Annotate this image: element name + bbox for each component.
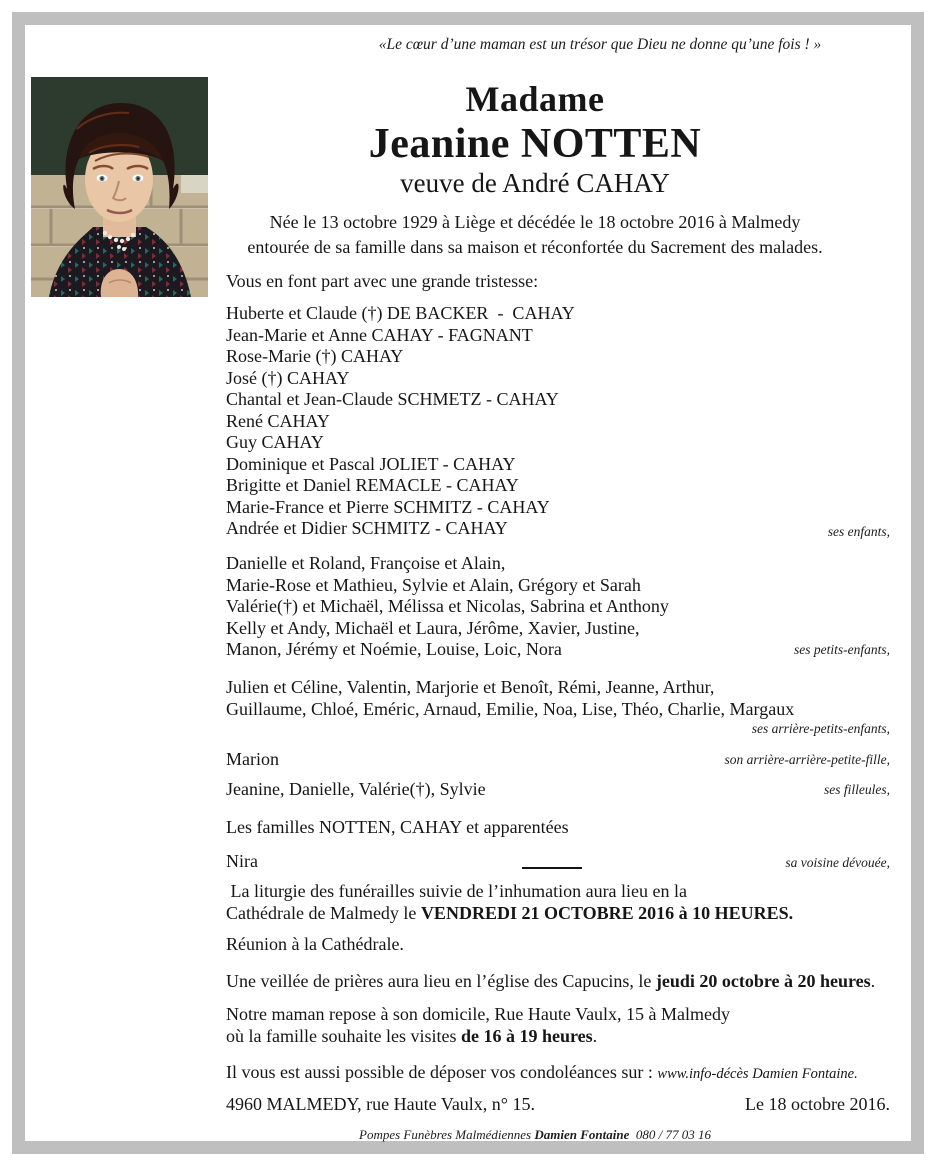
vigil-date-bold: jeudi 20 octobre à 20 heures [655,971,871,991]
address-date-row [226,1094,890,1116]
grandchild-line: Manon, Jérémy et Noémie, Louise, Loic, Nora [226,639,562,659]
goddaughters-row: Jeanine, Danielle, Valérie(†), Sylvie [226,779,486,799]
great-great-granddaughter-relation-label: son arrière-arrière-petite-fille, [724,752,890,767]
grandchildren-list [226,553,890,661]
child-line: Guy CAHAY [226,432,324,452]
great-great-granddaughter-row: Marion [226,749,279,769]
great-grandchildren-relation-label: ses arrière-petits-enfants, [751,721,890,736]
great-grandchildren-list [226,677,890,720]
neighbor-row: Nira [226,851,258,871]
visit-hours-bold: de 16 à 19 heures [460,1025,593,1046]
repose-line2: où la famille souhaite les visites de 16 à 19 heures. [226,1025,598,1046]
child-line: René CAHAY [226,410,330,431]
goddaughters-relation-label: ses filleules, [824,782,890,797]
grandchild-line: Kelly et Andy, Michaël et Laura, Jérôme, Xavier, Justine, [226,617,640,638]
deceased-name: Jeanine NOTTEN [368,121,702,167]
child-line: José (†) CAHAY [226,367,350,388]
child-line: Huberte et Claude (†) DE BACKER - CAHAY [226,303,575,323]
meeting-line: Réunion à la Cathédrale. [226,934,404,954]
children-list [226,303,890,540]
children-relation-label: ses enfants, [827,524,890,539]
child-line: Rose-Marie (†) CAHAY [226,346,404,366]
child-line: Dominique et Pascal JOLIET - CAHAY [226,453,516,474]
vigil-line: Une veillée de prières aura lieu en l’église des Capucins, le jeudi 20 octobre à 20 heures. [226,971,876,991]
widow-subtitle: veuve de André CAHAY [400,168,670,198]
birth-death-line2: entourée de sa famille dans sa maison et réconfortée du Sacrement des malades. [247,237,823,257]
announcement-date: Le 18 octobre 2016. [745,1094,890,1114]
title-madame: Madame [465,79,605,119]
liturgy-line2: Cathédrale de Malmedy le VENDREDI 21 OCTOBRE 2016 à 10 HEURES. [226,902,794,923]
child-line: Jean-Marie et Anne CAHAY - FAGNANT [226,324,533,345]
grandchild-line: Valérie(†) et Michaël, Mélissa et Nicolas, Sabrina et Anthony [226,596,669,616]
birth-death-line1: Née le 13 octobre 1929 à Liège et décédée le 18 octobre 2016 à Malmedy [269,212,801,232]
funeral-date-bold: VENDREDI 21 OCTOBRE 2016 à 10 HEURES. [420,902,794,923]
great-grandchild-line: Julien et Céline, Valentin, Marjorie et Benoît, Rémi, Jeanne, Arthur, [226,677,715,697]
child-line: Brigitte et Daniel REMACLE - CAHAY [226,475,519,495]
header-block [158,78,912,199]
child-line: Chantal et Jean-Claude SCHMETZ - CAHAY [226,389,559,409]
funeral-director-name: Damien Fontaine [534,1127,630,1142]
grandchild-line: Marie-Rose et Mathieu, Sylvie et Alain, Grégory et Sarah [226,574,641,595]
neighbor-relation-label: sa voisine dévouée, [785,855,890,870]
grandchild-line: Danielle et Roland, Françoise et Alain, [226,553,506,573]
funeral-home-footer: Pompes Funèbres Malmédiennes Damien Fontaine 080 / 77 03 16 [359,1127,711,1142]
condolences-website: www.info-décès Damien Fontaine. [657,1066,858,1082]
liturgy-line1: La liturgie des funérailles suivie de l’inhumation aura lieu en la [226,881,688,901]
child-line: Marie-France et Pierre SCHMITZ - CAHAY [226,496,550,517]
announcement-line: Vous en font part avec une grande tristesse: [226,271,539,291]
section-divider-rule [522,867,582,869]
birth-death-block [158,210,912,260]
memorial-quote: «Le cœur d’une maman est un trésor que Dieu ne donne qu’une fois ! » [378,36,822,53]
families-line: Les familles NOTTEN, CAHAY et apparentées [226,817,569,837]
liturgy-block [226,881,890,924]
repose-block [226,1004,890,1047]
condolences-line: Il vous est aussi possible de déposer vos condoléances sur : www.info-décès Damien Fontaine. [226,1062,858,1082]
repose-line1: Notre maman repose à son domicile, Rue Haute Vaulx, 15 à Malmedy [226,1004,731,1024]
great-grandchild-line: Guillaume, Chloé, Eméric, Arnaud, Emilie, Noa, Lise, Théo, Charlie, Margaux [226,698,795,719]
grandchildren-relation-label: ses petits-enfants, [794,642,890,657]
home-address: 4960 MALMEDY, rue Haute Vaulx, n° 15. [226,1094,536,1114]
child-line: Andrée et Didier SCHMITZ - CAHAY [226,518,508,538]
funeral-home-phone: 080 / 77 03 16 [629,1127,711,1142]
